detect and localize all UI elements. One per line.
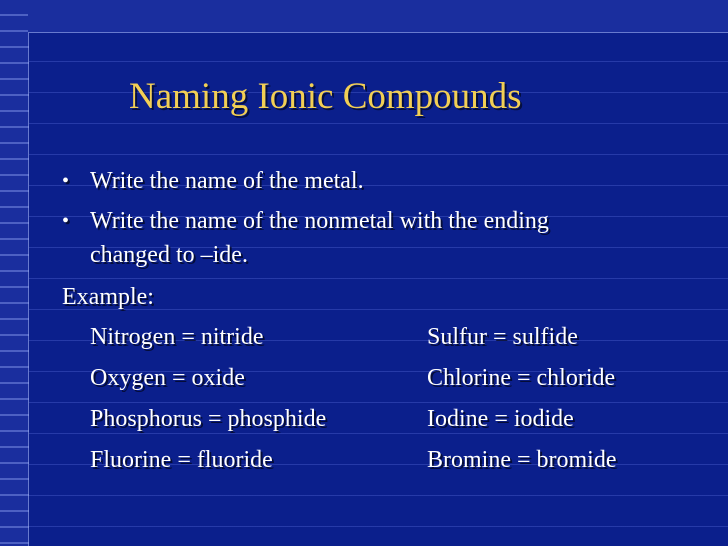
- example-left: Fluorine = fluoride: [90, 447, 273, 473]
- example-right: Sulfur = sulfide: [427, 324, 578, 350]
- example-right: Bromine = bromide: [427, 447, 617, 473]
- bullet-text-continuation: changed to –ide.: [90, 242, 248, 268]
- example-left: Nitrogen = nitride: [90, 324, 264, 350]
- example-right: Chlorine = chloride: [427, 365, 616, 391]
- example-left: Oxygen = oxide: [90, 365, 245, 391]
- example-label: Example:: [62, 284, 154, 310]
- example-right: Iodine = iodide: [427, 406, 574, 432]
- slide-title: Naming Ionic Compounds: [129, 76, 522, 117]
- bullet-text: Write the name of the nonmetal with the ending: [90, 208, 549, 234]
- bullet-icon: •: [62, 170, 70, 192]
- bullet-icon: •: [62, 210, 70, 232]
- example-left: Phosphorus = phosphide: [90, 406, 327, 432]
- slide-top-border: [28, 0, 728, 33]
- bullet-text: Write the name of the metal.: [90, 168, 364, 194]
- slide-left-border: [0, 0, 29, 546]
